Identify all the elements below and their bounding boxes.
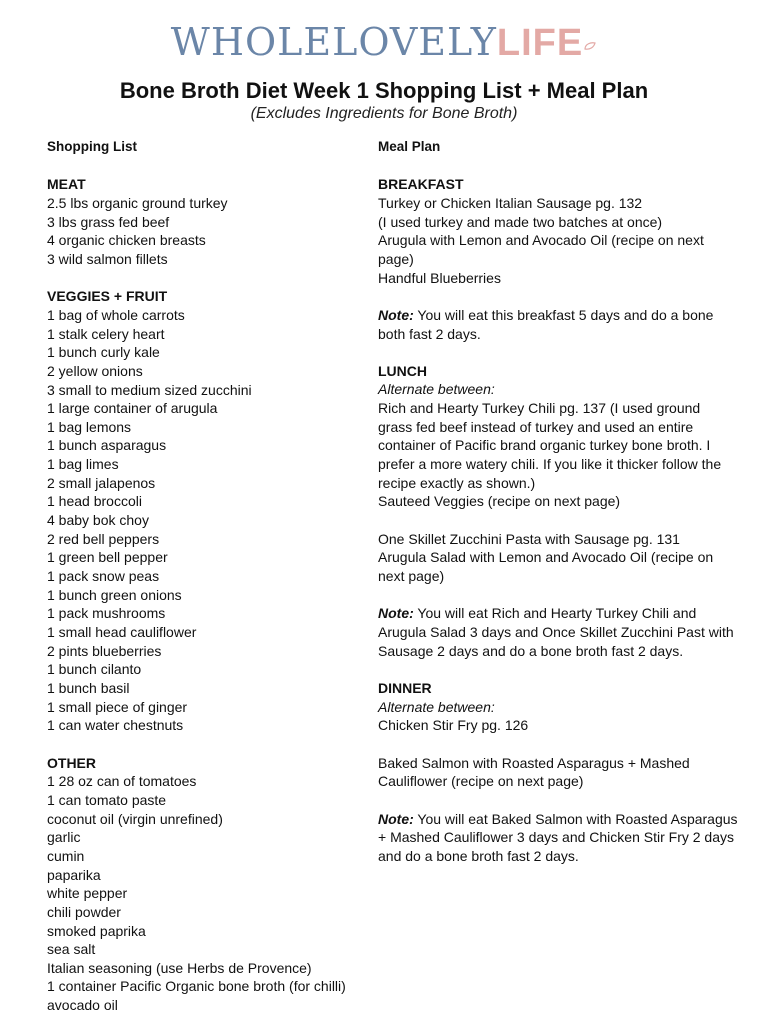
lunch-note-text: You will eat Rich and Hearty Turkey Chili and Arugula Salad 3 days and Once Skillet Zucchini Past with Sausage 2 days and do a bone broth fast 2 days. bbox=[378, 605, 734, 659]
list-item: coconut oil (virgin unrefined) bbox=[47, 810, 223, 827]
veggies-heading: VEGGIES + FRUIT bbox=[47, 288, 168, 305]
breakfast-item: Turkey or Chicken Italian Sausage pg. 132 bbox=[378, 194, 643, 211]
breakfast-heading: BREAKFAST bbox=[378, 176, 464, 193]
list-item: 2 yellow onions bbox=[47, 362, 143, 379]
other-list bbox=[47, 772, 367, 1015]
list-item: 1 head broccoli bbox=[47, 493, 142, 510]
note-label: Note: bbox=[378, 605, 414, 622]
note-label: Note: bbox=[378, 306, 414, 323]
meat-list bbox=[47, 194, 367, 269]
list-item: 1 bag of whole carrots bbox=[47, 306, 185, 323]
list-item: 1 pack mushrooms bbox=[47, 605, 166, 622]
list-item: sea salt bbox=[47, 941, 96, 958]
dinner-note-text: You will eat Baked Salmon with Roasted Asparagus + Mashed Cauliflower 3 days and Chicken Stir Fry 2 days and do a bone broth fast 2 days. bbox=[378, 810, 738, 864]
list-item: 1 bunch curly kale bbox=[47, 344, 160, 361]
meal-plan-column bbox=[378, 138, 738, 865]
leaf-icon bbox=[583, 41, 597, 51]
list-item: 1 can water chestnuts bbox=[47, 717, 184, 734]
shopping-list-column bbox=[47, 138, 367, 1015]
lunch-alternate-label: Alternate between: bbox=[378, 381, 495, 398]
list-item: 1 bunch cilanto bbox=[47, 661, 142, 678]
list-item: 1 large container of arugula bbox=[47, 400, 218, 417]
list-item: 1 container Pacific Organic bone broth (for chilli) bbox=[47, 978, 346, 995]
list-item: 1 pack snow peas bbox=[47, 568, 160, 585]
lunch-item: Sauteed Veggies (recipe on next page) bbox=[378, 493, 621, 510]
list-item: 1 small head cauliflower bbox=[47, 624, 197, 641]
dinner-alternate-label: Alternate between: bbox=[378, 698, 495, 715]
dinner-item: Chicken Stir Fry pg. 126 bbox=[378, 717, 529, 734]
meat-heading: MEAT bbox=[47, 176, 86, 193]
list-item: chili powder bbox=[47, 903, 121, 920]
list-item: paparika bbox=[47, 866, 101, 883]
list-item: 1 bunch green onions bbox=[47, 586, 182, 603]
list-item: Italian seasoning (use Herbs de Provence) bbox=[47, 959, 312, 976]
list-item: garlic bbox=[47, 829, 81, 846]
logo-word-life: LIFE bbox=[496, 22, 584, 64]
list-item: 1 small piece of ginger bbox=[47, 698, 188, 715]
brand-logo bbox=[0, 20, 768, 65]
breakfast-item: Handful Blueberries bbox=[378, 269, 501, 286]
list-item: smoked paprika bbox=[47, 922, 146, 939]
note-label: Note: bbox=[378, 810, 414, 827]
logo-word-lovely: LOVELY bbox=[332, 20, 497, 64]
other-heading: OTHER bbox=[47, 754, 96, 771]
list-item: 1 can tomato paste bbox=[47, 791, 167, 808]
breakfast-item: Arugula with Lemon and Avocado Oil (recipe on next page) bbox=[378, 232, 704, 267]
lunch-item: Rich and Hearty Turkey Chili pg. 137 (I used ground grass fed beef instead of turkey and used an entire container of Pacific brand organic turkey bone broth. I prefer a more watery chili. If you like it thicker follow the recipe exactly as shown.) bbox=[378, 400, 722, 491]
list-item: 1 28 oz can of tomatoes bbox=[47, 773, 197, 790]
shopping-list-heading: Shopping List bbox=[47, 139, 137, 154]
lunch-item: One Skillet Zucchini Pasta with Sausage pg. 131 bbox=[378, 530, 680, 547]
list-item: 1 bag lemons bbox=[47, 418, 132, 435]
list-item: 3 wild salmon fillets bbox=[47, 250, 168, 267]
list-item: cumin bbox=[47, 847, 85, 864]
list-item: 2 small jalapenos bbox=[47, 474, 156, 491]
page-title: Bone Broth Diet Week 1 Shopping List + Meal Plan bbox=[119, 78, 649, 103]
lunch-heading: LUNCH bbox=[378, 362, 427, 379]
list-item: 1 stalk celery heart bbox=[47, 325, 165, 342]
list-item: 1 bunch asparagus bbox=[47, 437, 167, 454]
lunch-note bbox=[378, 604, 738, 660]
dinner-item: Baked Salmon with Roasted Asparagus + Mashed Cauliflower (recipe on next page) bbox=[378, 754, 690, 790]
list-item: 2 red bell peppers bbox=[47, 530, 160, 547]
lunch-item: Arugula Salad with Lemon and Avocado Oil (recipe on next page) bbox=[378, 549, 714, 585]
list-item: 1 bag limes bbox=[47, 456, 119, 473]
veggies-list bbox=[47, 306, 367, 735]
list-item: 1 bunch basil bbox=[47, 680, 130, 696]
dinner-note bbox=[378, 810, 738, 866]
dinner-heading: DINNER bbox=[378, 679, 432, 696]
list-item: 1 green bell pepper bbox=[47, 549, 168, 566]
page-subtitle: (Excludes Ingredients for Bone Broth) bbox=[250, 105, 518, 122]
list-item: 2 pints blueberries bbox=[47, 642, 162, 659]
meal-plan-heading: Meal Plan bbox=[378, 139, 441, 154]
logo-word-whole: WHOLE bbox=[170, 20, 333, 64]
list-item: 3 lbs grass fed beef bbox=[47, 213, 170, 230]
breakfast-note-text: You will eat this breakfast 5 days and do a bone both fast 2 days. bbox=[378, 306, 714, 342]
breakfast-note bbox=[378, 306, 738, 343]
list-item: 4 organic chicken breasts bbox=[47, 232, 206, 249]
breakfast-item: (I used turkey and made two batches at once) bbox=[378, 213, 663, 230]
list-item: avocado oil bbox=[47, 997, 118, 1014]
list-item: 4 baby bok choy bbox=[47, 512, 149, 529]
list-item: white pepper bbox=[47, 885, 128, 902]
list-item: 3 small to medium sized zucchini bbox=[47, 381, 252, 398]
list-item: 2.5 lbs organic ground turkey bbox=[47, 194, 228, 211]
